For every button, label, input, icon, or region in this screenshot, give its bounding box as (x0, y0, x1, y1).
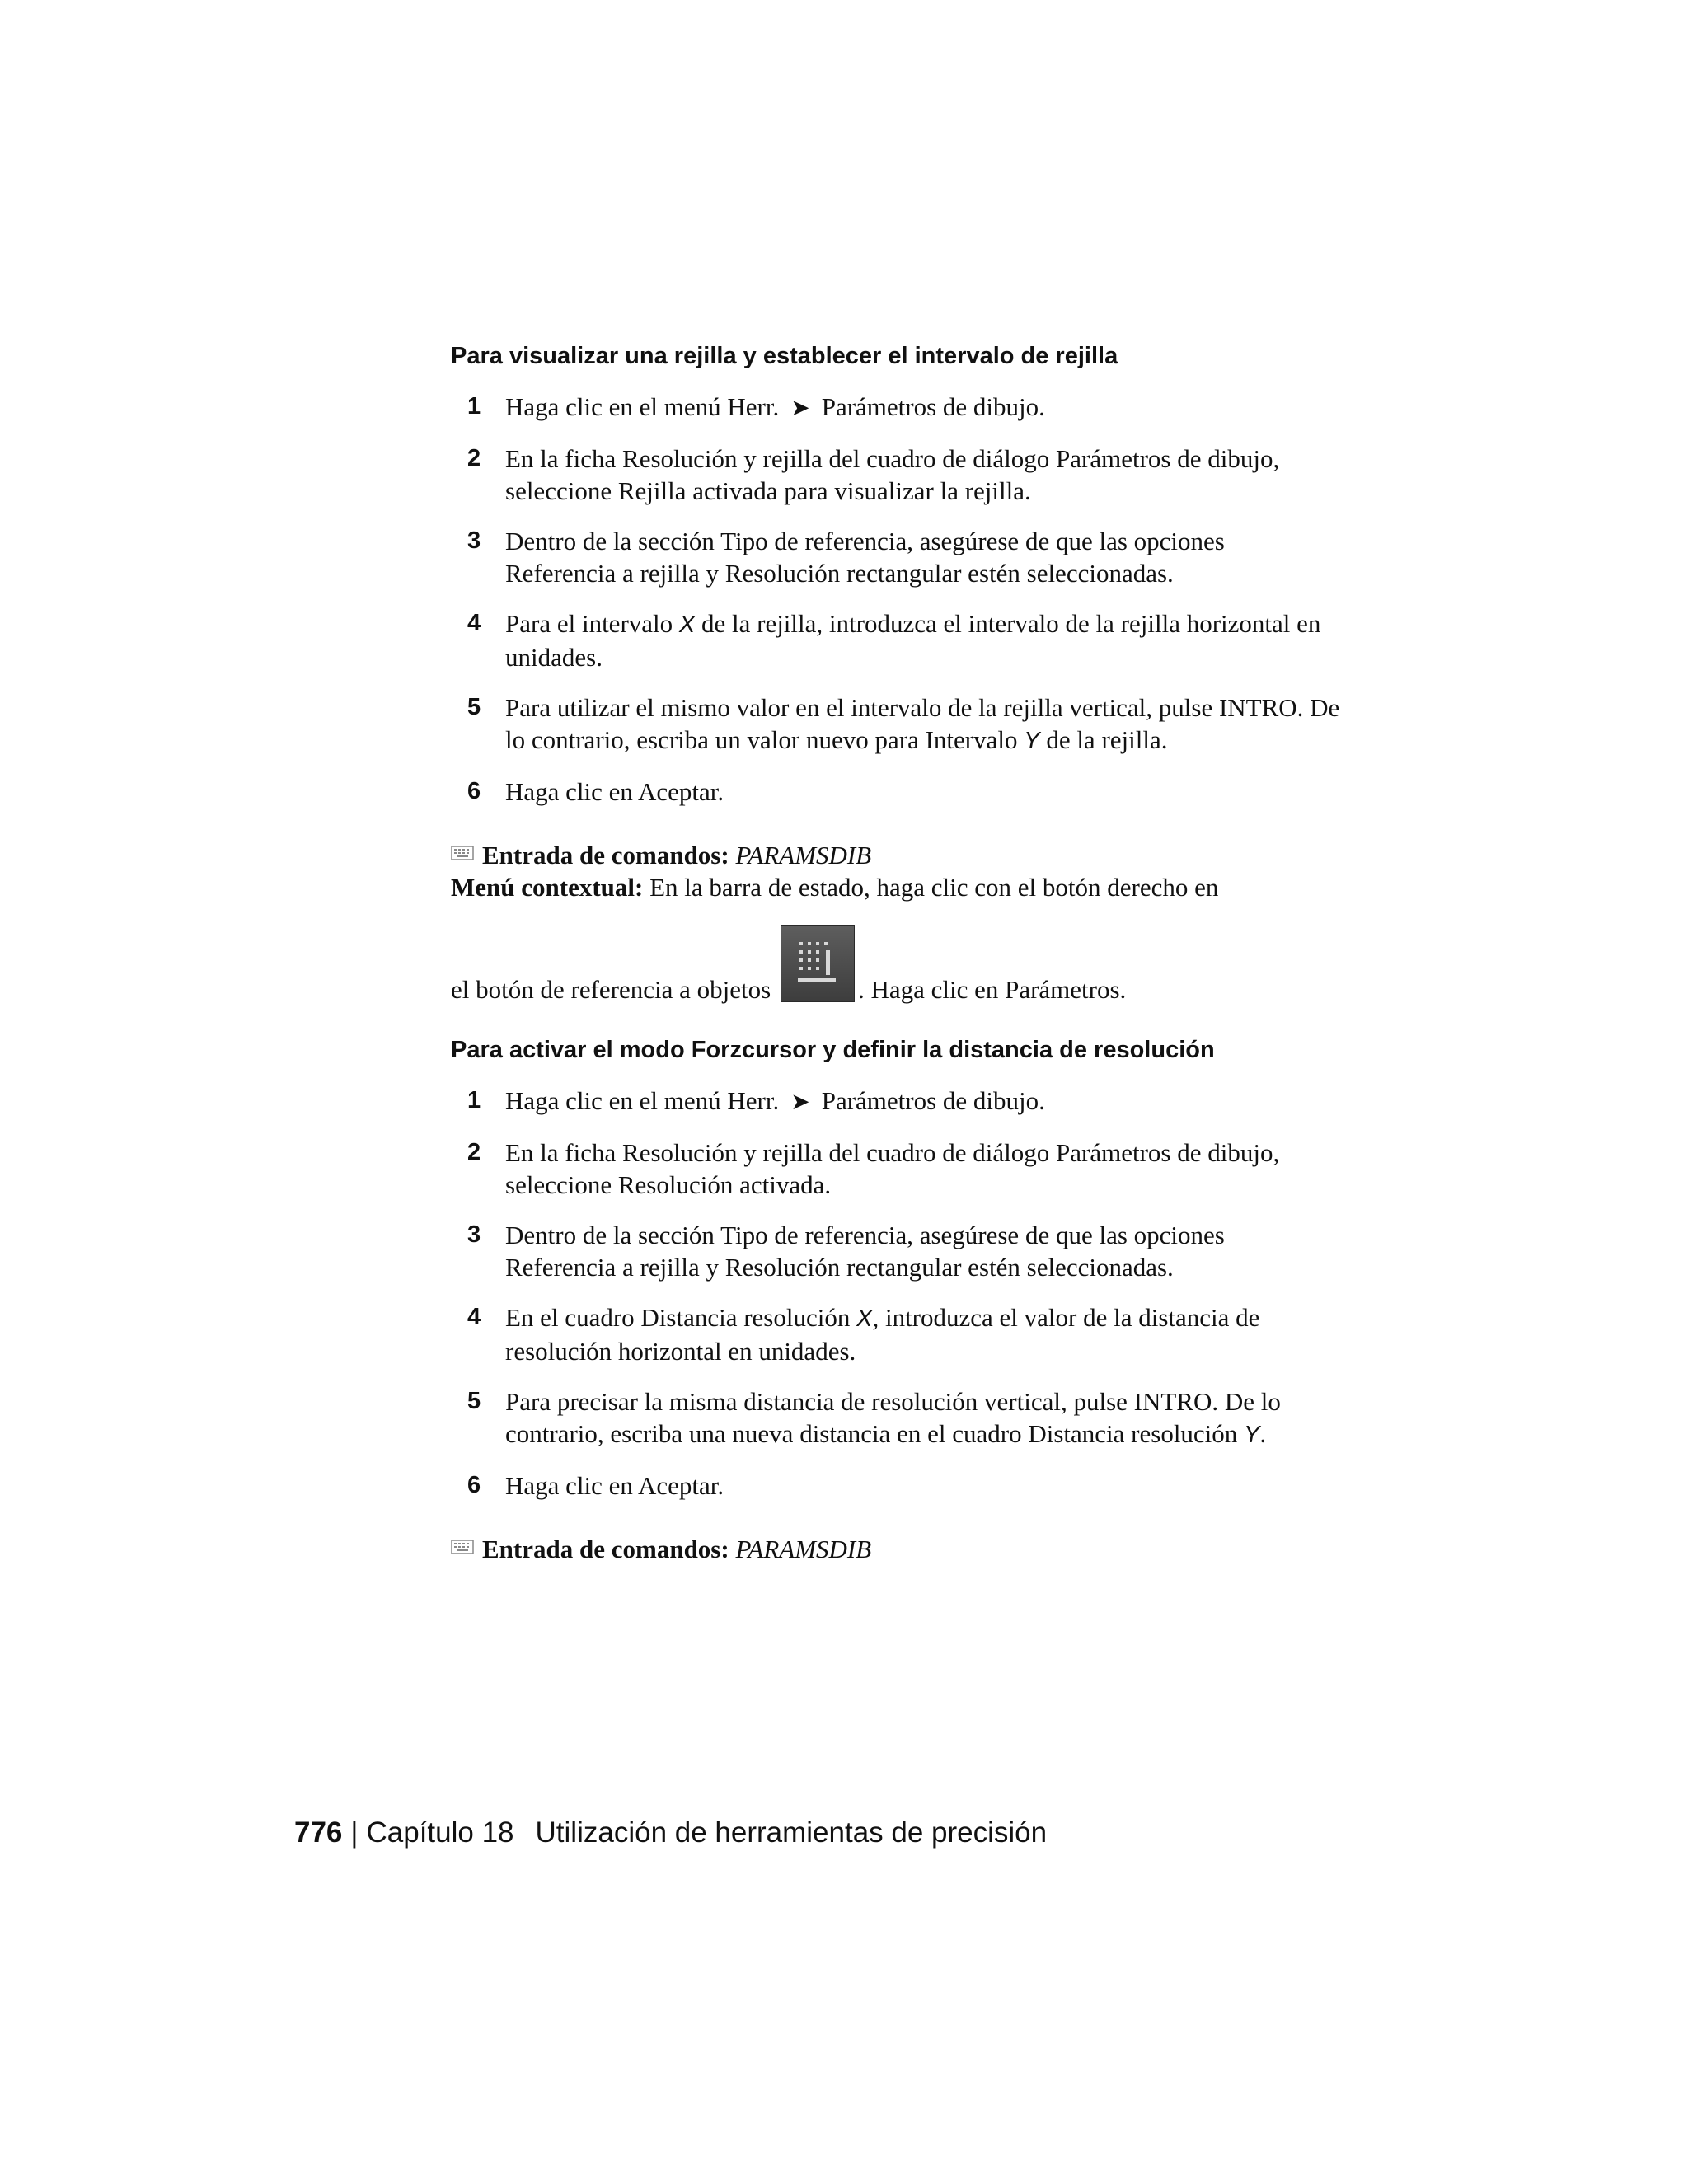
menu-path-arrow-icon: ➤ (790, 1090, 810, 1115)
step (451, 391, 1341, 424)
context-text: el botón de referencia a objetos (451, 975, 771, 1004)
axis-variable: X (856, 1305, 873, 1332)
step-number: 4 (467, 610, 481, 636)
step-text: Dentro de la sección Tipo de referencia, asegúrese de que las opciones Referencia a rejilla y Resolución rectangular estén seleccionadas. (505, 1221, 1225, 1282)
step-text: Parámetros de dibujo. (821, 392, 1045, 421)
step-number: 4 (467, 1304, 481, 1330)
step-number: 1 (467, 393, 481, 419)
context-text: En la barra de estado, haga clic con el botón derecho en (649, 873, 1219, 902)
step (451, 1219, 1341, 1283)
menu-path-arrow-icon: ➤ (790, 396, 810, 421)
step-number: 3 (467, 527, 481, 554)
step (451, 1137, 1341, 1201)
page-number: 776 (294, 1816, 343, 1849)
context-label: Menú contextual: (451, 873, 644, 902)
step (451, 1385, 1341, 1451)
step (451, 691, 1341, 757)
step-text: Haga clic en el menú Herr. (505, 392, 780, 421)
section-heading-grid: Para visualizar una rejilla y establecer el intervalo de rejilla (451, 343, 1118, 369)
step-list-snap (451, 1085, 1341, 1502)
step-number: 5 (467, 694, 481, 720)
section-heading-snap: Para activar el modo Forzcursor y definir la distancia de resolución (451, 1037, 1215, 1063)
step-text: En la ficha Resolución y rejilla del cuadro de diálogo Parámetros de dibujo, seleccione Rejilla activada para visualizar la rejilla. (505, 444, 1280, 505)
command-label: Entrada de comandos: (482, 841, 729, 869)
context-menu-note (451, 871, 1341, 1005)
step (451, 1469, 1341, 1502)
step-number: 3 (467, 1221, 481, 1248)
step-number: 6 (467, 1472, 481, 1498)
step-text: En la ficha Resolución y rejilla del cuadro de diálogo Parámetros de dibujo, seleccione Resolución activada. (505, 1138, 1280, 1199)
step (451, 1301, 1341, 1367)
step-text: Para el intervalo (505, 609, 673, 638)
step-number: 6 (467, 778, 481, 804)
command-value: PARAMSDIB (735, 1535, 872, 1563)
step-text: Para precisar la misma distancia de resolución vertical, pulse INTRO. De lo contrario, escriba una nueva distancia en el cuadro Distancia resolución (505, 1387, 1281, 1448)
context-text: . Haga clic en Parámetros. (857, 975, 1127, 1004)
command-entry (451, 839, 1341, 871)
step-text: En el cuadro Distancia resolución (505, 1303, 851, 1332)
object-snap-glyph (781, 926, 854, 1001)
page-footer (294, 1816, 1047, 1849)
keyboard-icon (451, 846, 474, 860)
step-list-grid (451, 391, 1341, 808)
step-text: Parámetros de dibujo. (821, 1086, 1045, 1115)
step-number: 5 (467, 1388, 481, 1414)
command-label: Entrada de comandos: (482, 1535, 729, 1563)
axis-variable: X (678, 612, 696, 638)
step (451, 776, 1341, 808)
step-text: de la rejilla. (1046, 725, 1168, 754)
step-text: Para utilizar el mismo valor en el intervalo de la rejilla vertical, pulse INTRO. De lo contrario, escriba un valor nuevo para Intervalo (505, 693, 1340, 754)
step-text: Haga clic en Aceptar. (505, 1471, 724, 1500)
command-value: PARAMSDIB (735, 841, 872, 869)
step-number: 1 (467, 1087, 481, 1113)
step (451, 607, 1341, 673)
step-number: 2 (467, 1139, 481, 1165)
chapter-title: Utilización de herramientas de precisión (535, 1816, 1048, 1849)
axis-variable: Y (1024, 728, 1040, 754)
step-text: Haga clic en el menú Herr. (505, 1086, 780, 1115)
step-text: . (1259, 1419, 1267, 1448)
footer-separator: | (350, 1816, 359, 1849)
step-number: 2 (467, 445, 481, 471)
step-text: , introduzca el valor de la distancia de resolución horizontal en unidades. (505, 1303, 1260, 1366)
step-text: Dentro de la sección Tipo de referencia, asegúrese de que las opciones Referencia a rejilla y Resolución rectangular estén seleccionadas. (505, 527, 1225, 588)
step-text: de la rejilla, introduzca el intervalo de la rejilla horizontal en unidades. (505, 609, 1321, 672)
command-entry (451, 1533, 1341, 1565)
step (451, 443, 1341, 507)
object-snap-button-icon[interactable] (781, 925, 855, 1002)
keyboard-icon (451, 1540, 474, 1554)
context-line (451, 925, 1341, 1005)
page-content (451, 340, 1341, 1565)
axis-variable: Y (1244, 1422, 1260, 1448)
step (451, 525, 1341, 589)
section-snap (451, 1033, 1341, 1565)
step (451, 1085, 1341, 1118)
step-text: Haga clic en Aceptar. (505, 777, 724, 806)
chapter-number: Capítulo 18 (366, 1816, 514, 1849)
